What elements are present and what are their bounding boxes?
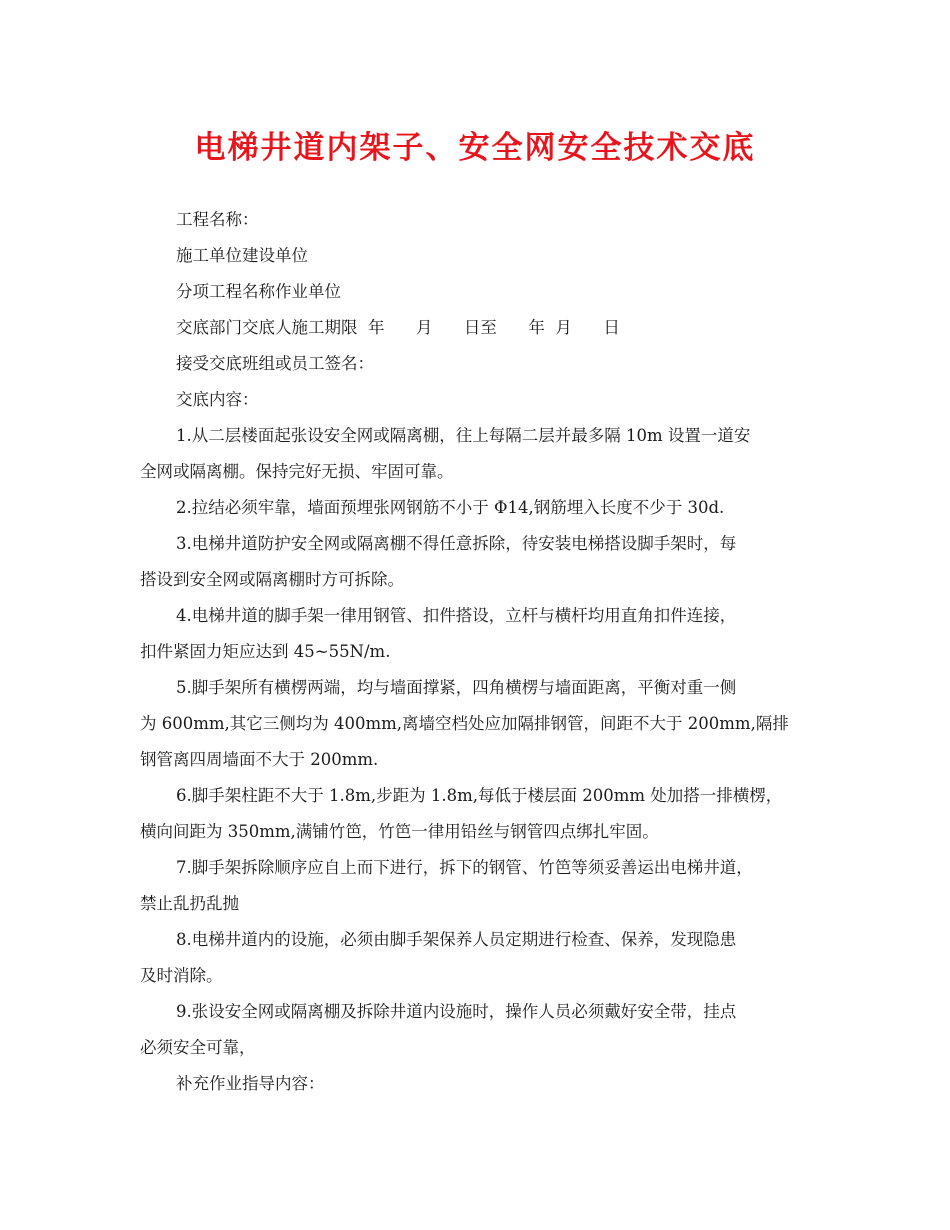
item-7-line-1: 7.脚手架拆除顺序应自上而下进行，拆下的钢管、竹笆等须妥善运出电梯井道， — [176, 858, 753, 877]
construction-unit-line: 施工单位建设单位 — [176, 246, 308, 265]
content-heading: 交底内容： — [176, 390, 259, 409]
item-5-line-1: 5.脚手架所有横楞两端，均与墙面撑紧，四角横楞与墙面距离，平衡对重一侧 — [176, 678, 737, 697]
document-title: 电梯井道内架子、安全网安全技术交底 — [194, 130, 756, 166]
item-5-line-3: 钢管离四周墙面不大于 200mm. — [140, 750, 379, 769]
item-5-line-2: 为 600mm,其它三侧均为 400mm,离墙空档处应加隔排钢管，间距不大于 200mm,隔排 — [140, 714, 789, 733]
item-9-line-2: 必须安全可靠， — [140, 1038, 256, 1057]
item-2-line-1: 2.拉结必须牢靠，墙面预埋张网钢筋不小于 Φ14,钢筋埋入长度不少于 30d. — [176, 498, 725, 517]
project-name-line: 工程名称： — [176, 210, 259, 229]
item-3-line-2: 搭设到安全网或隔离棚时方可拆除。 — [140, 570, 404, 589]
signature-line: 接受交底班组或员工签名： — [176, 354, 374, 373]
item-6-line-1: 6.脚手架柱距不大于 1.8m,步距为 1.8m,每低于楼层面 200mm 处加搭一排横楞， — [176, 786, 783, 805]
sub-project-line: 分项工程名称作业单位 — [176, 282, 341, 301]
item-6-line-2: 横向间距为 350mm,满铺竹笆，竹笆一律用铅丝与钢管四点绑扎牢固。 — [140, 822, 659, 841]
item-1-line-1: 1.从二层楼面起张设安全网或隔离棚，往上每隔二层并最多隔 10m 设置一道安 — [176, 426, 751, 445]
disclosure-department-line: 交底部门交底人施工期限 年 月 日至 年 月 日 — [176, 318, 620, 337]
item-3-line-1: 3.电梯井道防护安全网或隔离棚不得任意拆除，待安装电梯搭设脚手架时，每 — [176, 534, 737, 553]
item-9-line-1: 9.张设安全网或隔离棚及拆除井道内设施时，操作人员必须戴好安全带，挂点 — [176, 1002, 737, 1021]
item-4-line-1: 4.电梯井道的脚手架一律用钢管、扣件搭设，立杆与横杆均用直角扣件连接， — [176, 606, 737, 625]
item-8-line-2: 及时消除。 — [140, 966, 223, 985]
item-7-line-2: 禁止乱扔乱抛 — [140, 894, 239, 913]
document-body — [140, 202, 830, 1102]
supplementary-heading: 补充作业指导内容： — [176, 1074, 325, 1093]
item-8-line-1: 8.电梯井道内的设施，必须由脚手架保养人员定期进行检查、保养，发现隐患 — [176, 930, 737, 949]
item-4-line-2: 扣件紧固力矩应达到 45~55N/m. — [140, 642, 391, 661]
item-1-line-2: 全网或隔离棚。保持完好无损、牢固可靠。 — [140, 462, 454, 481]
